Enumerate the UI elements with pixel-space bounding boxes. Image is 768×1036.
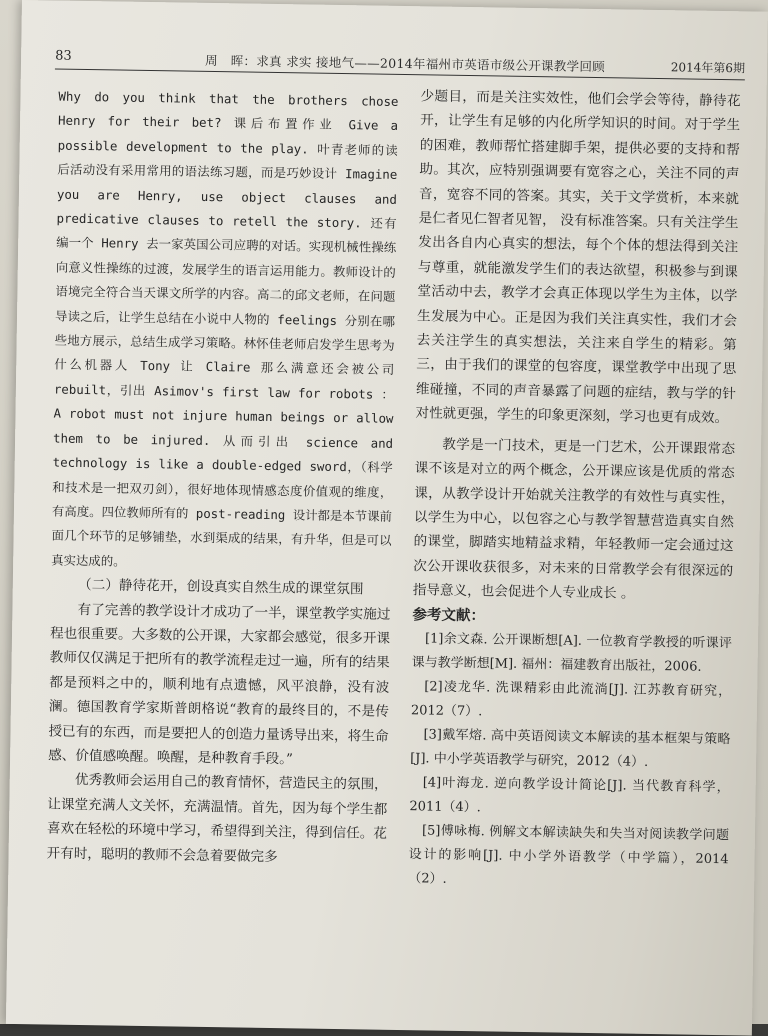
issue-label: 2014年第6期 [670,60,746,76]
left-paragraph-2: 有了完善的教学设计才成功了一半，课堂教学实施过程也很重要。大多数的公开课，大家都会感觉，很多开课教师仅仅满足于把所有的教学流程走过一遍，所有的结果都是预料之中的，顺利地有点遗憾，风平浪静，没有波澜。德国教育学家斯普朗格说“教育的最终目的，不是传授已有的东西，而是要把人的创造力量诱导出来，将生命感、价值感唤醒。唤醒，是种教育手段。” [48,601,391,768]
reference-item: [2]凌龙华. 洗课精彩由此流淌[J]. 江苏教育研究，2012（7）. [410,679,732,720]
running-header [55,43,745,81]
left-column [46,85,398,871]
reference-item: [4]叶海龙. 逆向教学设计简论[J]. 当代教育科学，2011（4）. [409,775,730,816]
right-paragraph-1: 少题目，而是关注实效性，他们会学会等待，静待花开，让学生有足够的内化所学知识的时间。对于学生的困难，教师帮忙搭建脚手架，提供必要的支持和帮助。其次，应特别强调要有宽容之心，关注不同的声音，宽容不同的答案。其实，关于文学赏析，本来就是仁者见仁智者见智， 没有标准答案。只有关注学生发出各自内心真实的想法，每个个体的想法得到关注与尊重，就能激发学生们的表达欲望，积极参与到课堂活动中去，教学才会真正体现以学生为主体，以学生发展为中心。正是因为我们关注真实性，我们才会去关注学生的真实想法，关注来自学生的精彩。第三，由于我们的课堂的包容度，课堂教学中出现了思维碰撞，不同的声音暴露了问题的症结，教与学的针对性就更强，学生的印象更深刻，学习也更有成效。 [415,88,741,427]
running-title: 周 晖：求真 求实 接地气——2014年福州市英语市级公开课教学回顾 [204,52,606,75]
reference-item: [3]戴军熔. 高中英语阅读文本解读的基本框架与策略[J]. 中小学英语教学与研究，2012（4）. [410,727,731,770]
reference-item: [5]傅咏梅. 例解文本解读缺失和失当对阅读教学问题设计的影响[J]. 中小学外语教学（中学篇），2014（2）. [408,823,730,887]
journal-page [6,0,768,1036]
section-heading: （二）静待花开，创设真实自然生成的课堂氛围 [77,577,364,598]
right-column [408,84,741,896]
right-paragraph-2: 教学是一门技术，更是一门艺术，公开课跟常态课不该是对立的两个概念，公开课应该是优质的常态课，从教学设计开始就关注教学的有效性与真实性，以学生为中心，以包容之心与教学智慧营造真实自然的课堂，脚踏实地精益求精，年轻教师一定会通过这次公开课收获很多，对未来的日常教学会有很深远的指导意义，也会促进个人专业成长 。 [412,436,736,602]
left-paragraph-1: Why do you think that the brothers chose Henry for their bet? 课后布置作业 Give a possible development to the play. 叶青老师的读后活动没有采用常用的语法练习题，而是巧妙设计 Imagine you are Henry, use object clauses and predicative clauses to retell the story. 还有编一个 Henry 去一家英国公司应聘的对话。实现机械性操练向意义性操练的过渡，发展学生的语言运用能力。教师设计的语境完全符合当天课文所学的内容。高二的邱文老师，在问题导读之后，让学生总结在小说中人物的 feelings 分别在哪些地方展示，总结生成学习策略。林怀佳老师启发学生思考为什么机器人 Tony 让 Claire 那么满意还会被公司 rebuilt，引出 Asimov's first law for robots ：A robot must not injure human beings or allow them to be injured. 从而引出 science and technology is like a double-edged sword，（科学和技术是一把双刃剑），很好地体现情感态度价值观的维度，有高度。四位教师所有的 post-reading 设计都是本节课前面几个环节的足够铺垫，水到渠成的结果，有升华，但是可以真实达成的。 [51,88,399,569]
page-number: 83 [55,48,72,64]
references-title: 参考文献： [412,606,486,624]
left-paragraph-3: 优秀教师会运用自己的教育情怀，营造民主的氛围，让课堂充满人文关怀，充满温情。首先，因为每个学生都喜欢在轻松的环境中学习，希望得到关注，得到信任。花开有时，聪明的教师不会急着要做完多 [46,772,388,865]
reference-item: [1]余文森. 公开课断想[A]. 一位教育学教授的听课评课与教学断想[M]. 福州：福建教育出版社，2006. [411,631,733,675]
